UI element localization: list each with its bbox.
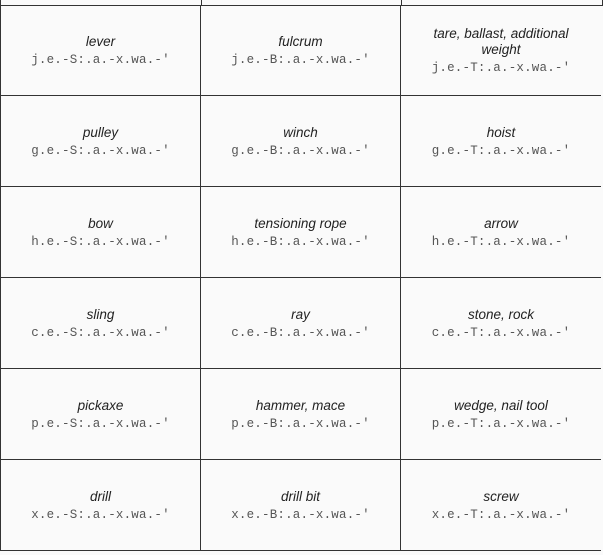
cell-code: g.e.-B:.a.-x.wa.-' [231,143,370,158]
cell-code: c.e.-T:.a.-x.wa.-' [431,325,571,340]
table-cell [1,5,201,96]
cell-word: stone, rock [467,306,535,322]
cell-word: screw [483,488,519,504]
cell-code: p.e.-B:.a.-x.wa.-' [231,416,370,431]
cell-code: j.e.-S:.a.-x.wa.-' [31,52,170,67]
cell-word: hammer, mace [255,397,346,413]
cell-code: c.e.-S:.a.-x.wa.-' [31,325,170,340]
table-cell [201,369,401,460]
table-cell [201,460,401,551]
table-cell [201,278,401,369]
cell-word: pickaxe [77,397,124,413]
table-cell [201,187,401,278]
table-cell [401,187,601,278]
cell-code: j.e.-T:.a.-x.wa.-' [431,60,571,75]
cell-code: j.e.-B:.a.-x.wa.-' [231,52,370,67]
cell-word: bow [88,215,113,231]
table-cell [1,96,201,187]
table-cell [401,460,601,551]
table-cell [201,96,401,187]
cell-code: x.e.-S:.a.-x.wa.-' [31,507,170,522]
cell-word: pulley [82,124,119,140]
table-cell [1,278,201,369]
table-cell [401,278,601,369]
cell-code: x.e.-B:.a.-x.wa.-' [231,507,370,522]
cell-word: drill bit [280,488,320,504]
table-cell [401,5,601,96]
cell-word: hoist [486,124,516,140]
cell-word: lever [85,33,116,49]
cell-code: h.e.-B:.a.-x.wa.-' [231,234,370,249]
cell-word: arrow [484,215,518,231]
cell-word: winch [283,124,318,140]
table-cell [1,460,201,551]
cell-code: h.e.-S:.a.-x.wa.-' [31,234,170,249]
table-cell [201,5,401,96]
cell-word: ray [291,306,310,322]
cell-code: x.e.-T:.a.-x.wa.-' [431,507,571,522]
table-cell [401,96,601,187]
cell-word: fulcrum [278,33,323,49]
cell-word: tensioning rope [254,215,347,231]
cell-code: g.e.-S:.a.-x.wa.-' [31,143,170,158]
table-cell [1,369,201,460]
cell-code: h.e.-T:.a.-x.wa.-' [431,234,571,249]
table-cell [401,369,601,460]
cell-word: drill [89,488,111,504]
cell-code: g.e.-T:.a.-x.wa.-' [431,143,571,158]
tool-grid [0,5,603,551]
cell-code: p.e.-T:.a.-x.wa.-' [431,416,571,431]
cell-code: c.e.-B:.a.-x.wa.-' [231,325,370,340]
cell-code: p.e.-S:.a.-x.wa.-' [31,416,170,431]
table-cell [1,187,201,278]
cell-word: tare, ballast, additional weight [433,25,569,57]
cell-word: sling [86,306,115,322]
cell-word: wedge, nail tool [454,397,548,413]
